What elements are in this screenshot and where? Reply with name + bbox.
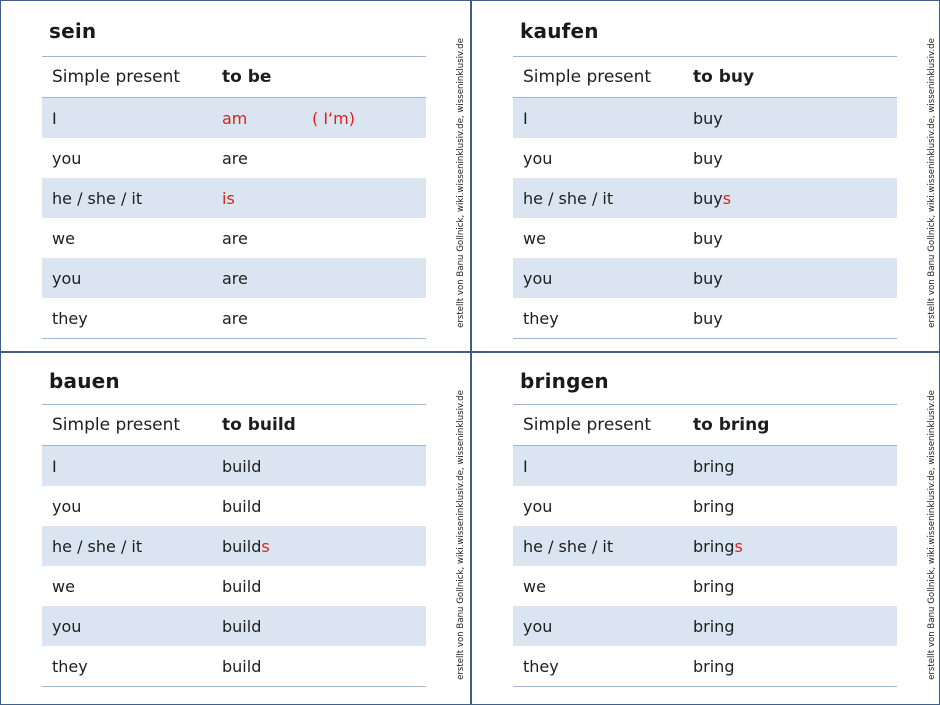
pronoun: they — [523, 657, 559, 676]
table-row — [513, 566, 897, 606]
verb-form: are — [222, 309, 248, 328]
tense-label: Simple present — [523, 67, 652, 87]
pronoun: you — [523, 149, 553, 168]
verb-form: bring — [693, 577, 735, 596]
table-row — [42, 298, 426, 338]
verb-form: build — [222, 617, 262, 636]
verb-title: sein — [49, 19, 97, 43]
verb-form: bring — [693, 617, 735, 636]
verb-form: build — [222, 657, 262, 676]
verb-form: buy — [693, 149, 723, 168]
verb-form: are — [222, 269, 248, 288]
verb-form: buys — [693, 189, 732, 208]
conjugation-table — [42, 404, 426, 687]
verb-card-bringen — [472, 353, 940, 704]
table-row — [513, 526, 897, 566]
pronoun: they — [52, 309, 88, 328]
table-row — [513, 446, 897, 486]
conjugation-table — [513, 404, 897, 687]
verb-form: am — [222, 109, 248, 128]
pronoun: he / she / it — [523, 537, 614, 556]
verb-form: bring — [693, 457, 735, 476]
table-row — [513, 98, 897, 138]
tense-label: Simple present — [523, 415, 652, 435]
table-row — [42, 566, 426, 606]
pronoun: he / she / it — [52, 189, 143, 208]
credit-text: erstellt von Banu Gollnick, wiki.wisseninklusiv.de, wisseninklusiv.de — [927, 390, 937, 680]
pronoun: we — [523, 229, 546, 248]
infinitive-label: to buy — [693, 67, 755, 87]
verb-form: buy — [693, 309, 723, 328]
verb-title: bauen — [49, 369, 120, 393]
pronoun: we — [52, 577, 75, 596]
table-header — [513, 405, 897, 446]
pronoun: I — [523, 457, 528, 476]
credit-text: erstellt von Banu Gollnick, wiki.wisseninklusiv.de, wisseninklusiv.de — [456, 390, 466, 680]
pronoun: they — [52, 657, 88, 676]
verb-form: are — [222, 149, 248, 168]
credit-text: erstellt von Banu Gollnick, wiki.wisseninklusiv.de, wisseninklusiv.de — [456, 38, 466, 328]
verb-form: buy — [693, 269, 723, 288]
conjugation-table — [513, 56, 897, 339]
pronoun: they — [523, 309, 559, 328]
table-row — [42, 218, 426, 258]
table-header — [42, 57, 426, 98]
verb-form: builds — [222, 537, 270, 556]
pronoun: I — [52, 457, 57, 476]
verb-form: is — [222, 189, 235, 208]
pronoun: I — [52, 109, 57, 128]
table-row — [513, 298, 897, 338]
table-row — [42, 178, 426, 218]
table-header — [513, 57, 897, 98]
verb-form: build — [222, 577, 262, 596]
credit-text: erstellt von Banu Gollnick, wiki.wisseninklusiv.de, wisseninklusiv.de — [927, 38, 937, 328]
table-row — [42, 446, 426, 486]
verb-form: bring — [693, 497, 735, 516]
tense-label: Simple present — [52, 67, 181, 87]
verb-form: buy — [693, 109, 723, 128]
pronoun: you — [52, 617, 82, 636]
infinitive-label: to be — [222, 67, 272, 87]
table-row — [513, 258, 897, 298]
table-row — [513, 486, 897, 526]
verb-form: buy — [693, 229, 723, 248]
pronoun: you — [52, 269, 82, 288]
verb-form: brings — [693, 537, 743, 556]
verb-title: kaufen — [520, 19, 599, 43]
verb-form: bring — [693, 657, 735, 676]
table-row — [42, 606, 426, 646]
pronoun: you — [523, 497, 553, 516]
tense-label: Simple present — [52, 415, 181, 435]
table-row — [513, 218, 897, 258]
verb-title: bringen — [520, 369, 609, 393]
pronoun: you — [52, 149, 82, 168]
pronoun: he / she / it — [52, 537, 143, 556]
pronoun: he / she / it — [523, 189, 614, 208]
infinitive-label: to build — [222, 415, 296, 435]
verb-card-kaufen — [472, 1, 940, 352]
pronoun: we — [52, 229, 75, 248]
table-header — [42, 405, 426, 446]
table-row — [513, 646, 897, 686]
verb-form: build — [222, 457, 262, 476]
table-row — [513, 606, 897, 646]
table-row — [513, 178, 897, 218]
infinitive-label: to bring — [693, 415, 770, 435]
pronoun: you — [523, 269, 553, 288]
verb-form: are — [222, 229, 248, 248]
table-row — [513, 138, 897, 178]
table-row — [42, 138, 426, 178]
verb-card-sein — [1, 1, 470, 352]
pronoun: I — [523, 109, 528, 128]
verb-card-bauen — [1, 353, 470, 704]
table-row — [42, 526, 426, 566]
pronoun: you — [52, 497, 82, 516]
verb-form: build — [222, 497, 262, 516]
table-row — [42, 646, 426, 686]
pronoun: you — [523, 617, 553, 636]
table-row — [42, 486, 426, 526]
contraction: ( I‘m) — [312, 109, 355, 128]
pronoun: we — [523, 577, 546, 596]
table-row — [42, 258, 426, 298]
conjugation-table — [42, 56, 426, 339]
table-row — [42, 98, 426, 138]
